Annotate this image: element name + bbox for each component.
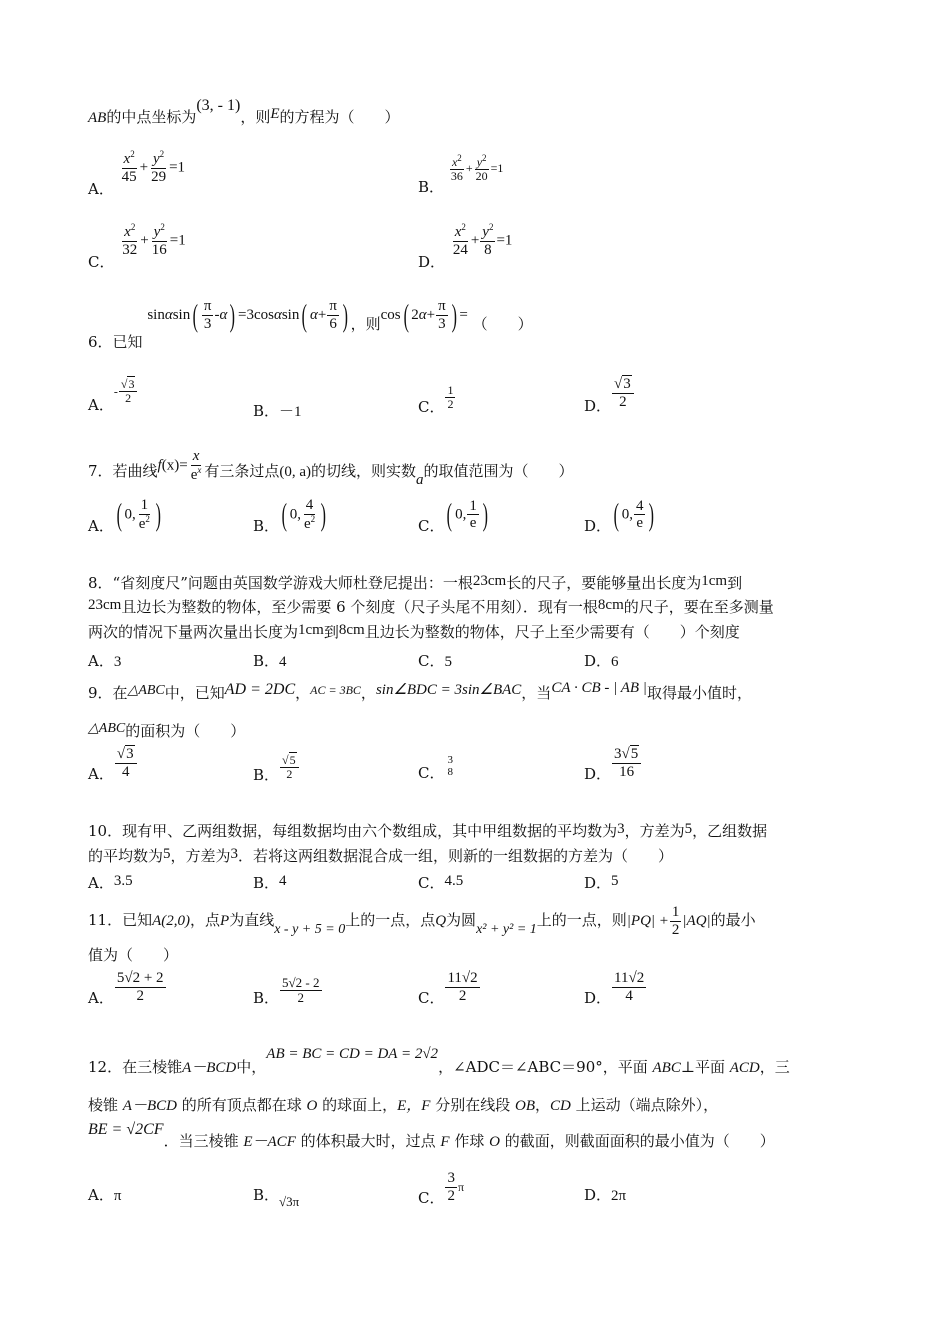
q5-c-xsup: 2 [130,222,136,232]
q5-c-x: x [124,224,131,240]
q6-alpha4: α [310,307,318,324]
q10-c-val: 4.5 [444,873,464,889]
q5-b-eq: =1 [490,161,504,176]
q7-d-label: D． [584,516,612,535]
q8-1cm: 1cm [701,573,728,589]
q9-d-label: D． [584,765,612,783]
q9-num: 9．在 [88,684,128,702]
q10-option-b[interactable] [253,872,287,893]
q5-c-label: C． [88,252,115,271]
q7-t1: 有三条过点 [204,461,280,480]
q11-c-num: 11√2 [447,970,478,986]
q7-b-densup: 2 [310,513,316,524]
q10-a-label: A． [88,874,114,892]
q6-cos2: cos [380,307,401,324]
q12-line3 [88,1121,775,1150]
q9-t3: 取得最小值时， [646,684,752,702]
q12-l3b: 的体积最大时，过点 [295,1132,441,1150]
q5-option-a[interactable]: A． $\frac{x^2}{45}$ + $\frac{y^2}{29}$ =1 [88,149,186,198]
q11-aq: |AQ| [682,913,711,929]
q6-d-rad: 3 [623,376,631,392]
q10-var2: 3 [230,846,239,862]
q9-c-label: C． [418,764,445,783]
q12-l2b: 的所有顶点都在球 [176,1096,307,1114]
q5-c-d2: 16 [151,241,167,258]
q12-l1c: ，∠ADC＝∠ABC＝90°，平面 [438,1058,653,1076]
q12-abcd: A－BCD [182,1060,237,1076]
q8-l2b: 的尺子，要在至多测量 [623,598,774,616]
q11-q: Q [435,913,447,929]
q12-option-a[interactable] [88,1184,121,1205]
q5-c-eq: =1 [169,232,186,249]
q12-c-label: C． [418,1189,445,1207]
q7-e: e [190,466,198,483]
q12-o2: O [489,1134,500,1150]
q5-option-d[interactable]: D． $\frac{x^2}{24}$ + $\frac{y^2}{8}$ =1 [418,222,513,271]
q5-b-xsup: 2 [457,153,462,163]
q6-stem: 6．已知 sinαsin( $\frac{\pi}{3}$ -α) =3cosαsin( α+ $\frac{\pi}{6}$ ) ，则cos( 2α+ $\frac{\pi}{3}$ ) = （ ） [88,297,533,352]
q6-alpha3: α [273,307,282,324]
q5-d-ysup: 2 [488,222,494,232]
q8-line1 [88,574,742,593]
q8-l1b: 长的尺子，要能够量出长度为 [506,574,702,592]
q11-b-label: B． [253,988,280,1007]
q5-e: E [270,106,280,122]
q7-option-a[interactable]: A．( 0, $\frac{1}{e^2}$ ) [88,496,161,535]
q6-sin1: sin [147,307,165,324]
q11-line2 [88,946,178,964]
q8-option-b[interactable] [253,650,287,671]
q7-b-den: e [303,515,311,532]
q12-line1 [88,1046,790,1076]
q6-c-num: 1 [447,383,454,397]
q12-a-label: A． [88,1186,114,1204]
q10-mean1: 3 [617,821,625,837]
q12-a-val: π [113,1188,122,1204]
q8-c-val: 5 [444,654,452,670]
q5-a-y: y [153,151,160,167]
q8-23cm: 23cm [472,573,507,589]
q5-d-xsup: 2 [461,222,466,232]
q8-l3a: 两次的情况下量两次量出长度为 [88,623,299,641]
q6-pi2: π [329,298,337,315]
q9-option-b[interactable]: B． $\frac{√5}{2}$ [253,754,300,781]
q10-line2 [88,847,673,866]
q8-a-label: A． [88,652,114,670]
q5-option-b[interactable]: B． $\frac{x^2}{36}$ + $\frac{y^2}{20}$ =1 [418,153,504,197]
q11-t5: 上的一点，则 [536,911,627,929]
q6-alpha1: α [164,307,173,324]
q5-a-eq: =1 [169,159,186,176]
q12-l1d: ，三 [759,1058,790,1076]
q12-option-c[interactable] [418,1170,465,1207]
q11-t3: 上的一点，点 [345,911,436,929]
q12-option-d[interactable] [584,1184,626,1205]
q11-option-c[interactable] [418,970,481,1007]
q7-c-zero: 0, [455,506,467,523]
q8-d-val: 6 [611,654,619,670]
q5-b-ysup: 2 [482,153,487,163]
q11-t6: 的最小 [710,911,756,929]
q8-1cm-b: 1cm [298,622,324,638]
q7-num: 7．若曲线 [88,461,158,480]
q11-option-a[interactable] [88,970,167,1007]
q12-l3c: 作球 [449,1132,490,1150]
q7-fx: (x) [161,457,180,474]
q8-line2 [88,598,774,617]
q7-x: x [192,448,200,464]
q12-l2c: 的球面上， [317,1096,398,1114]
q12-l2f: 上运动（端点除外）， [570,1096,719,1114]
q12-o: O [306,1098,318,1114]
q9-vec-expr: CA · CB - | AB | [551,680,647,696]
q12-be: BE = √2CF [88,1121,164,1138]
q5-text2: ，则 [240,108,271,126]
q12-l2a: 棱锥 [88,1096,123,1114]
q11-line1 [88,904,756,938]
q11-circle-eq: x² + y² = 1 [476,922,537,937]
q11-p: P [220,913,230,929]
q6-num: 6．已知 [88,333,143,352]
q6-d-label: D． [584,397,612,415]
q6-six: 6 [329,315,337,332]
q12-option-b[interactable] [253,1184,300,1209]
q5-c-ysup: 2 [160,222,165,232]
q5-d-label: D． [418,252,446,271]
q6-alpha2: α [219,307,228,324]
q9-a-label: A． [88,765,114,783]
q11-b-den: 2 [297,990,305,1006]
q6-blank: （ ） [472,315,533,334]
q5-d-d1: 24 [452,241,468,258]
q12-line2 [88,1096,718,1115]
q5-option-c[interactable]: C． $\frac{x^2}{32}$ + $\frac{y^2}{16}$ =1 [88,222,186,271]
q12-f: F [440,1134,450,1150]
q6-a-minus: - [113,384,118,399]
q6-alpha5: α [418,307,427,324]
q12-perp: ⊥平面 [680,1058,730,1076]
q9-comma2: ， [360,684,376,702]
q5-d-d2: 8 [484,241,492,258]
q10-line1 [88,822,767,841]
q7-a-densup: 2 [145,513,150,524]
q6-three2: 3 [438,315,446,332]
q10-l2c: ．若将这两组数据混合成一组，则新的一组数据的方差为（ ） [238,847,674,865]
q7-c-den: e [469,515,477,531]
q5-text3: 的方程为（ ） [279,108,400,126]
q11-c-label: C． [418,989,445,1007]
q11-a-num: 5√2 + 2 [116,970,164,986]
q11-c-den: 2 [458,987,467,1004]
q10-var1: 5 [684,821,693,837]
q9-b-label: B． [253,765,280,784]
q7-f: f [157,457,162,474]
q11-d-num: 11√2 [614,970,645,986]
q6-eq3: =3 [238,307,254,324]
q11-b-num: 5√2 - 2 [282,975,320,990]
q7-point: (0, a) [279,463,312,480]
q9-ad: AD = 2DC [224,681,296,698]
q5-b-d2: 20 [475,169,488,184]
q8-l3c: 且边长为整数的物体，尺子上至少需要有（ ）个刻度 [364,623,740,641]
q6-option-d[interactable]: D． $\frac{√3}{2}$ [584,376,635,410]
q12-c-den: 2 [447,1187,455,1204]
q9-b-den: 2 [286,767,293,782]
q7-t2: 的切线，则实数 [311,461,417,480]
q6-three1: 3 [203,315,212,332]
q9-option-a[interactable]: A． $\frac{√3}{4}$ [88,746,138,780]
q11-half-den: 2 [671,921,680,938]
q6-cos1: cos [253,307,274,324]
q5-a-ysup: 2 [159,149,165,159]
q12-ef: E，F [397,1098,431,1114]
q9-d-den: 16 [619,763,635,780]
q8-line3 [88,623,740,642]
q6-a-den: 2 [125,391,132,406]
q6-minus: - [214,307,220,324]
q10-mean2: 5 [163,846,171,862]
q11-t2: 为直线 [229,911,275,929]
q9-a-rad: 3 [126,746,134,762]
q7-d-num: 4 [635,497,644,514]
q5-d-y: y [482,224,489,240]
q6-then: ，则 [350,315,381,334]
q11-option-b[interactable] [253,976,323,1006]
q9-line1 [88,680,752,704]
q12-c-num: 3 [447,1170,455,1186]
q12-c-pi: π [457,1180,465,1194]
q5-text1: 的中点坐标为 [106,108,197,126]
q11-l2: 值为（ ） [88,946,179,964]
q9-c-den: 8 [447,766,453,779]
q12-l1b: 中， [236,1058,267,1076]
q10-d-val: 5 [611,873,619,889]
q8-8cm-b: 8cm [338,622,365,638]
q6-two: 2 [411,307,419,324]
q8-l2a: 且边长为整数的物体，至少需要 6 个刻度（尺子头尾不用刻）．现有一根 [121,598,598,616]
q6-plus1: + [317,307,327,324]
q12-d-label: D． [584,1186,612,1204]
q6-eq: = [459,307,468,324]
q6-option-a[interactable]: A．- $\frac{√3}{2}$ [88,378,138,405]
q7-b-label: B． [253,516,280,535]
q12-plane-acd: ACD [729,1060,760,1076]
q8-23cm-b: 23cm [88,597,122,613]
q5-d-eq: =1 [496,232,513,249]
q5-a-d1: 45 [121,168,137,185]
q11-t1: ，点 [190,911,221,929]
q9-option-d[interactable]: D． $\frac{3√5}{16}$ [584,746,642,780]
q5-b-x: x [451,155,458,169]
q11-half-num: 1 [671,904,680,920]
q6-c-den: 2 [447,397,454,412]
q10-l2a: 的平均数为 [88,847,164,865]
q7-b-zero: 0, [289,506,301,523]
q6-b-label: B． [253,402,280,420]
q7-b-num: 4 [305,497,314,513]
q5-a-label: A． [88,179,114,198]
q8-option-c[interactable] [418,650,452,671]
q12-l3a: ．当三棱锥 [163,1132,244,1150]
q12-l2e: ， [535,1096,551,1114]
q5-d-x: x [454,224,462,240]
q7-d-den: e [636,515,644,531]
q10-l1a: 10．现有甲、乙两组数据，每组数据均由六个数组成，其中甲组数据的平均数为 [88,822,618,840]
q11-line-eq: x - y + 5 = 0 [274,922,346,937]
q9-option-c[interactable] [418,754,456,783]
q8-a-val: 3 [113,654,122,670]
q9-b-rad: 5 [289,753,296,767]
q11-d-den: 4 [625,987,633,1004]
q10-option-d[interactable] [584,872,619,893]
q9-d-rad: 5 [630,746,639,762]
q11-a-point: A(2,0) [152,913,190,929]
q10-c-label: C． [418,874,445,892]
q10-a-val: 3.5 [113,873,133,889]
q12-l1a: 12．在三棱锥 [88,1058,183,1076]
q10-l2b: ，方差为 [170,847,231,865]
q6-c-label: C． [418,397,445,416]
q9-t1: 中，已知 [164,684,225,702]
q12-edges: AB = BC = CD = DA = 2√2 [266,1046,439,1062]
q6-pi1: π [203,298,212,315]
q10-option-c[interactable] [418,872,463,893]
q5-ab: AB [88,110,107,126]
q7-option-b[interactable]: B．( 0, $\frac{4}{e^2}$ ) [253,496,327,535]
q12-plane-abc: ABC [652,1060,681,1076]
q8-b-label: B． [253,652,280,670]
q5-point: (3, - 1) [196,97,241,114]
q12-d-val: 2π [611,1188,627,1204]
q10-b-label: B． [253,874,280,892]
q5-c-d1: 32 [122,241,138,258]
q5-b-label: B． [418,178,445,197]
q8-8cm: 8cm [597,597,624,613]
q7-esup: x [197,464,202,475]
q9-t2: ，当 [521,684,552,702]
q8-b-val: 4 [279,654,287,670]
q6-pi3: π [438,298,446,315]
q7-option-c[interactable]: C．( 0, $\frac{1}{e}$ ) [418,496,488,535]
q6-d-den: 2 [619,393,627,410]
q5-b-d1: 36 [450,169,463,184]
q9-tri: △ABC [127,683,165,698]
q11-option-d[interactable] [584,970,647,1007]
q7-option-d[interactable]: D．( 0, $\frac{4}{e}$ ) [584,496,655,535]
q6-a-label: A． [88,395,114,414]
q8-c-label: C． [418,652,445,670]
q6-plus2: + [426,307,436,324]
q5-a-d2: 29 [151,168,167,185]
q8-l3b: 到 [323,623,339,641]
q9-ac: AC = 3BC [310,683,361,697]
q9-tri2: △ABC [88,721,126,736]
q9-a-den: 4 [121,763,130,780]
q11-a-den: 2 [136,987,144,1004]
q9-l2: 的面积为（ ） [125,722,246,740]
q7-c-num: 1 [469,497,477,514]
q12-l2d: 分别在线段 [430,1096,515,1114]
q6-sin2: sin [172,307,191,324]
q11-pq: |PQ| + [626,913,669,929]
q10-b-val: 4 [279,873,287,889]
q5-c-y: y [153,224,161,240]
q5-a-xsup: 2 [130,149,135,159]
q8-option-a[interactable] [88,650,121,671]
q7-a-zero: 0, [124,506,136,523]
q10-option-a[interactable] [88,872,133,893]
q7-eq: = [179,457,188,474]
q9-c-num: 3 [447,754,453,766]
q7-a-den: e [138,515,146,532]
q9-line2 [88,722,245,742]
q8-l1a: 8．“省刻度尺”问题由英国数学游戏大师杜登尼提出：一根 [88,574,473,592]
q5-b-y: y [476,155,483,169]
q7-d-zero: 0, [621,506,633,523]
q7-a-label: A． [88,516,114,535]
q10-d-label: D． [584,874,612,892]
q12-b-val: √3π [279,1194,300,1209]
q12-ob: OB [515,1098,535,1114]
q10-l1b: ，方差为 [624,822,685,840]
q8-option-d[interactable] [584,650,619,671]
q6-b-val: －1 [279,404,302,420]
q9-d-pre: 3 [614,746,622,762]
q11-d-label: D． [584,989,612,1007]
q12-l3d: 的截面，则截面面积的最小值为（ ） [499,1132,775,1150]
q5-stem [88,97,400,127]
q9-sin-rel: sin∠BDC = 3sin∠BAC [375,682,522,698]
q9-comma1: ， [295,684,311,702]
q6-sin3: sin [281,307,300,324]
q8-d-label: D． [584,652,612,670]
q7-t3: 的取值范围为（ ） [423,461,574,480]
q6-option-c[interactable] [418,383,456,416]
q6-a-rad: 3 [128,377,135,391]
q12-abcd2: A－BCD [122,1098,177,1114]
q8-l1c: 到 [727,574,743,592]
q7-stem [88,448,574,488]
q12-cd: CD [550,1098,571,1114]
q6-option-b[interactable] [253,400,302,421]
q7-a: a [416,471,424,488]
q5-a-x: x [123,151,131,167]
q10-l1c: ，乙组数据 [692,822,768,840]
q11-a-label: A． [88,989,114,1007]
q12-eacf: E－ACF [243,1134,296,1150]
q12-b-label: B． [253,1186,280,1204]
q7-a-num: 1 [140,497,149,513]
q11-t4: 为圆 [446,911,477,929]
q11-num: 11．已知 [88,911,153,929]
q7-c-label: C． [418,516,445,535]
